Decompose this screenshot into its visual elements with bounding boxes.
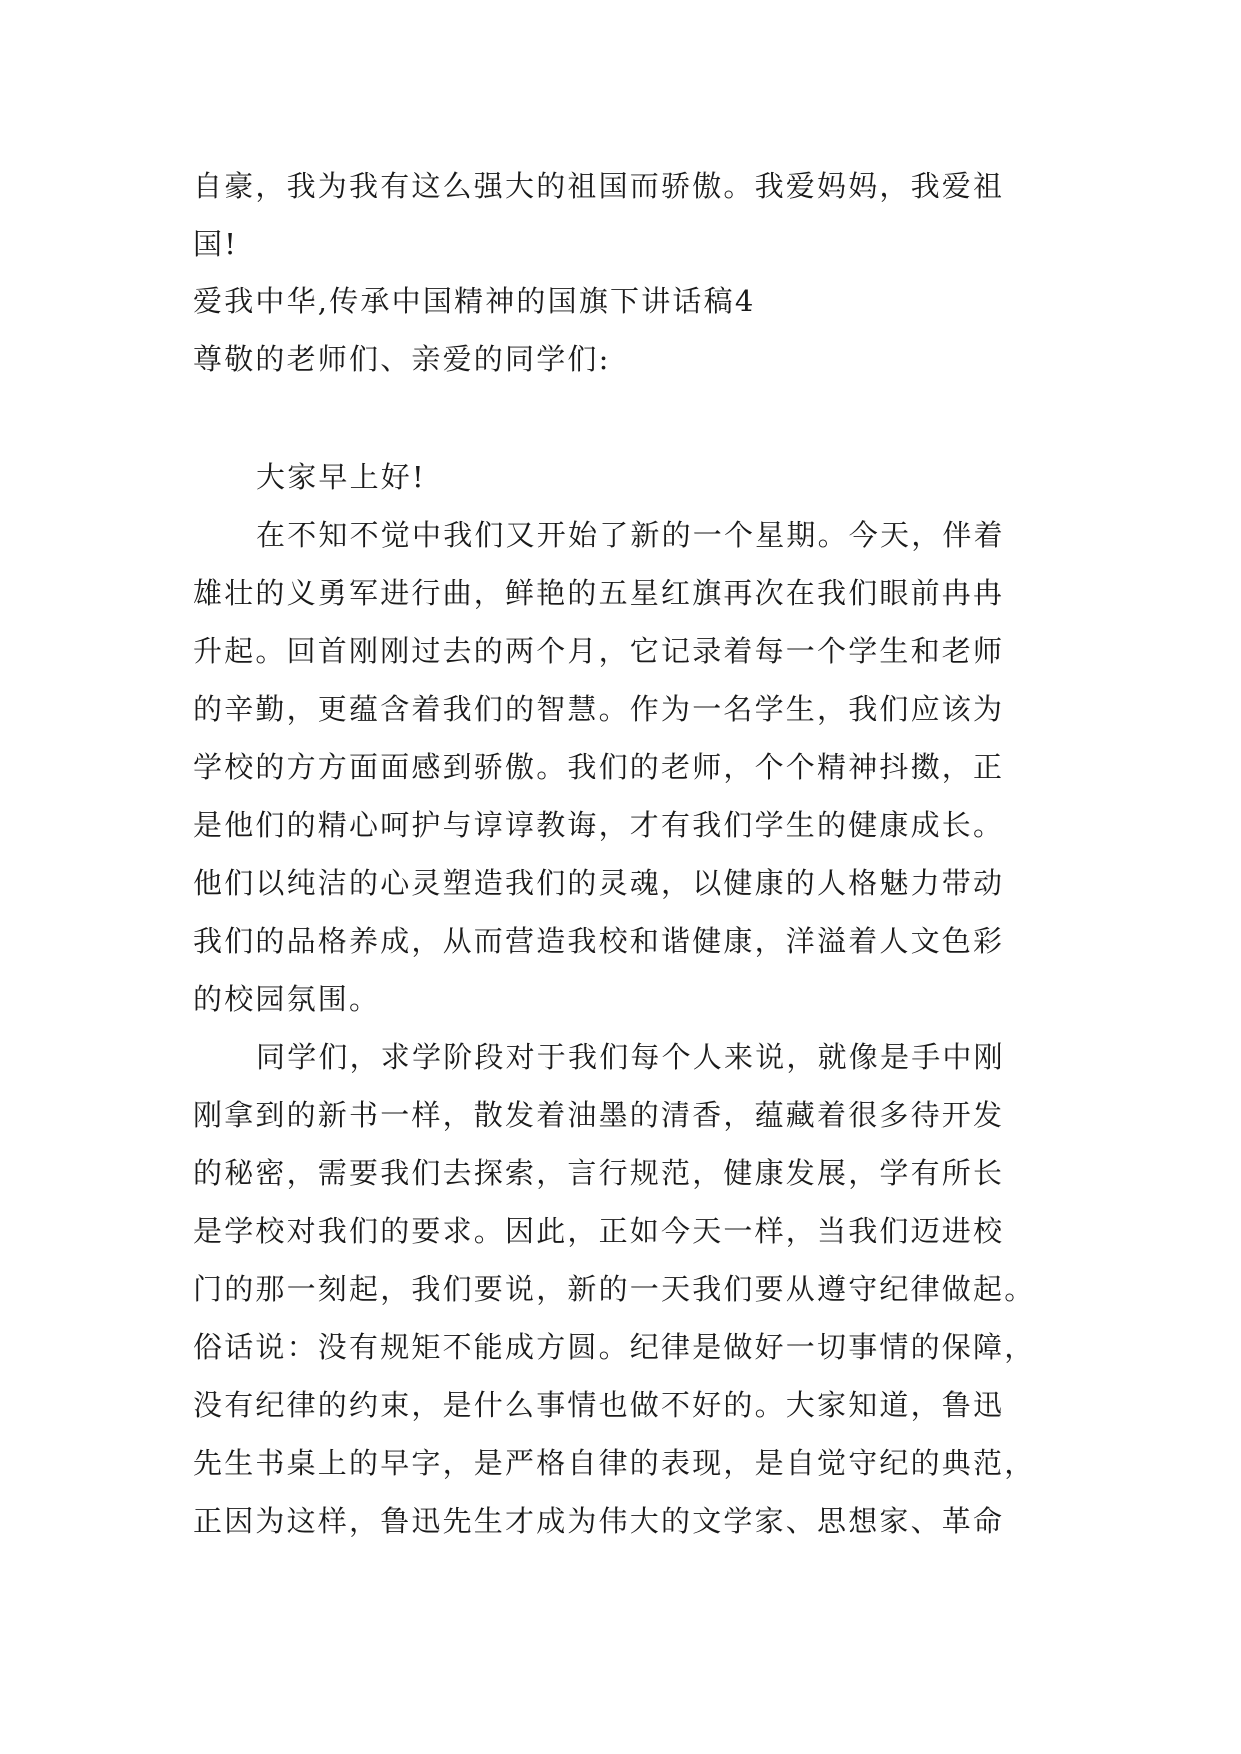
paragraph-line: 学校的方方面面感到骄傲。我们的老师，个个精神抖擞，正 [193, 750, 1005, 784]
paragraph-line: 同学们，求学阶段对于我们每个人来说，就像是手中刚 [256, 1040, 1005, 1074]
salutation-line: 尊敬的老师们、亲爱的同学们: [193, 342, 611, 376]
paragraph-line: 的校园氛围。 [193, 982, 381, 1016]
paragraph-line: 刚拿到的新书一样，散发着油墨的清香，蕴藏着很多待开发 [193, 1098, 1005, 1132]
paragraph-line: 先生书桌上的早字，是严格自律的表现，是自觉守纪的典范， [193, 1446, 1036, 1480]
text-line: 自豪，我为我有这么强大的祖国而骄傲。我爱妈妈，我爱祖 [193, 169, 1005, 203]
paragraph-line: 我们的品格养成，从而营造我校和谐健康，洋溢着人文色彩 [193, 924, 1005, 958]
greeting-line: 大家早上好! [256, 460, 426, 494]
paragraph-line: 的秘密，需要我们去探索，言行规范，健康发展，学有所长 [193, 1156, 1005, 1190]
paragraph-line: 俗话说：没有规矩不能成方圆。纪律是做好一切事情的保障， [193, 1330, 1036, 1364]
paragraph-line: 在不知不觉中我们又开始了新的一个星期。今天，伴着 [256, 518, 1005, 552]
text-line: 国! [193, 227, 239, 261]
paragraph-line: 是学校对我们的要求。因此，正如今天一样，当我们迈进校 [193, 1214, 1005, 1248]
paragraph-line: 雄壮的义勇军进行曲，鲜艳的五星红旗再次在我们眼前冉冉 [193, 576, 1005, 610]
paragraph-line: 正因为这样，鲁迅先生才成为伟大的文学家、思想家、革命 [193, 1504, 1005, 1538]
paragraph-line: 升起。回首刚刚过去的两个月，它记录着每一个学生和老师 [193, 634, 1005, 668]
paragraph-line: 是他们的精心呵护与谆谆教诲，才有我们学生的健康成长。 [193, 808, 1005, 842]
heading-line: 爱我中华,传承中国精神的国旗下讲话稿4 [193, 284, 756, 318]
paragraph-line: 没有纪律的约束，是什么事情也做不好的。大家知道，鲁迅 [193, 1388, 1005, 1422]
paragraph-line: 他们以纯洁的心灵塑造我们的灵魂，以健康的人格魅力带动 [193, 866, 1005, 900]
paragraph-line: 的辛勤，更蕴含着我们的智慧。作为一名学生，我们应该为 [193, 692, 1005, 726]
paragraph-line: 门的那一刻起，我们要说，新的一天我们要从遵守纪律做起。 [193, 1272, 1036, 1306]
